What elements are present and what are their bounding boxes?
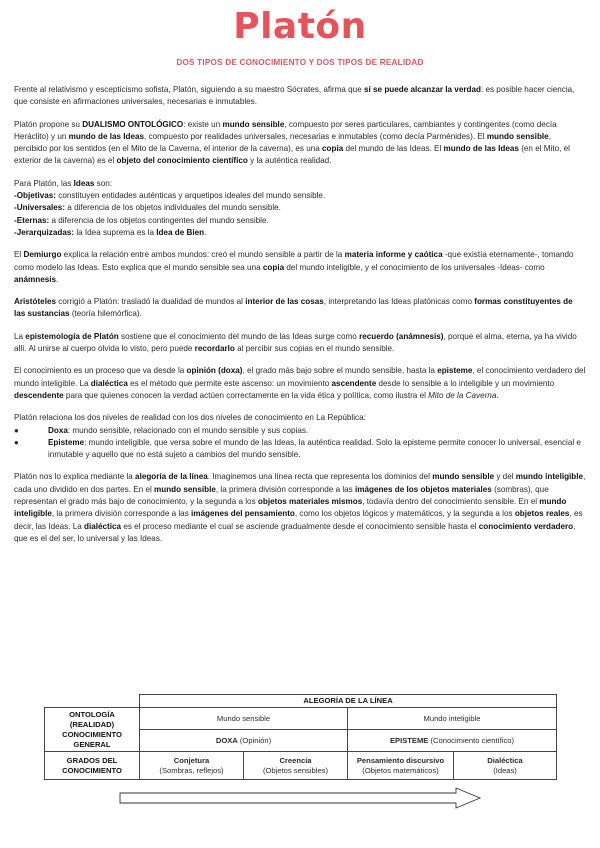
bold-term: imágenes de los objetos materiales	[354, 484, 492, 494]
bold-term: Idea de Bien	[156, 227, 205, 237]
text: , cada uno dividido en dos partes. En el	[14, 472, 586, 494]
text: sostiene que el conocimiento del mundo de las Ideas surge como	[118, 331, 360, 341]
ontologia-label: ONTOLOGÍA (REALIDAD)	[69, 709, 115, 729]
grade-title: Conjetura	[173, 755, 210, 765]
text: al percibir sus copias en el mundo sensible.	[234, 344, 395, 354]
bold-term: mundo sensible	[154, 484, 216, 494]
bold-term: Ideas	[73, 178, 95, 188]
bold-term: recuerdo (anámnesis)	[359, 331, 444, 341]
list-item	[14, 425, 586, 437]
bold-term: epistemología de Platón	[25, 331, 119, 341]
text: corrigió a Platón: trasladó la dualidad de mundos al	[56, 297, 246, 307]
bold-term: DUALISMO ONTOLÓGICO	[82, 119, 184, 129]
text: , percibido por los sentidos (en el Mito de la Caverna, el interior de la caverna), es una	[14, 131, 551, 154]
text: , es decir, las Ideas. La	[14, 509, 583, 531]
text: Platón relaciona los dos niveles de realidad con los dos niveles de conocimiento en La República:	[14, 413, 366, 423]
bold-term: formas constituyentes de las sustancias	[14, 297, 573, 319]
text: (en el Mito, el exterior de la caverna) es el	[14, 144, 570, 166]
text: .	[204, 227, 207, 237]
bold-term: copia	[262, 262, 285, 272]
text: y la auténtica realidad.	[247, 156, 332, 166]
text: . Imaginemos una línea recta que representa los dominios del	[207, 472, 433, 482]
bold-term: interior de las cosas	[245, 297, 324, 307]
cell-mundo-sensible: Mundo sensible	[140, 708, 348, 730]
text: explica la relación entre ambos mundos: creó el mundo sensible a partir de la	[61, 250, 345, 260]
bold-term: copia	[322, 144, 344, 154]
text: .	[56, 274, 59, 284]
bullet-icon: ●	[14, 437, 19, 447]
cell-dialectica	[454, 752, 557, 780]
empty-cell	[45, 695, 140, 708]
text: son:	[94, 178, 113, 188]
text: Frente al relativismo y escepticismo sofista, Platón, siguiendo a su maestro Sócrates, afirma que	[14, 85, 364, 94]
paragraph-alegoria	[14, 471, 586, 545]
page-title: Platón	[233, 6, 367, 47]
text: , que es el del ser, lo universal y las Ideas.	[14, 521, 576, 543]
text: , compuesto por realidades universales, necesarias e inmutables (como decía Parménides). El	[144, 131, 487, 141]
paragraph-demiurgo	[14, 249, 586, 286]
bold-term: objetos materiales mismos	[257, 497, 363, 507]
paragraph-relativismo	[14, 84, 586, 109]
text: , el grado más bajo sobre el mundo sensible, hasta la	[242, 366, 438, 376]
cell-creencia	[244, 752, 348, 780]
row-header-ontologia	[45, 708, 140, 752]
text: .	[496, 390, 499, 400]
cell-mundo-inteligible: Mundo inteligible	[348, 708, 557, 730]
bold-term: objetos reales	[514, 509, 570, 519]
bold-term: materia informe y caótica	[344, 250, 443, 260]
text: , compuesto por seres particulares, cambiantes y contingentes (como decía Heráclito) y un	[14, 119, 557, 141]
bold-term: imágenes del pensamiento	[191, 509, 295, 519]
text: , todavía dentro del conocimiento sensible. En el	[362, 497, 540, 507]
text: constituyen entidades auténticas y arquetipos ideales del mundo sensible.	[56, 191, 326, 201]
text: -que existía eternamente-, tomando como modelo las Ideas. Esto explica que el mundo sensible sea una	[14, 250, 574, 272]
paragraph-epistemologia	[14, 331, 586, 356]
bold-term: mundo sensible	[432, 472, 495, 482]
bold-term: mundo sensible	[486, 131, 549, 141]
bold-term: mundo sensible	[222, 119, 285, 129]
paragraph-dualismo	[14, 119, 586, 168]
cell-episteme	[348, 730, 557, 752]
text: del mundo de las Ideas. El	[343, 144, 444, 154]
text: del mundo inteligible, y el conocimiento de los universales -Ideas- como	[284, 262, 545, 272]
text: (Conocimiento científico)	[428, 735, 515, 745]
bold-term: mundo inteligible	[515, 472, 584, 482]
bold-term: descendente	[14, 390, 64, 400]
bold-term: DOXA	[215, 735, 238, 745]
bold-term: Doxa	[48, 425, 68, 435]
conocimiento-general-label: CONOCIMIENTO GENERAL	[62, 729, 122, 749]
row-header-grados: GRADOS DEL CONOCIMIENTO	[45, 752, 140, 780]
page-subtitle: DOS TIPOS DE CONOCIMIENTO Y DOS TIPOS DE REALIDAD	[176, 58, 424, 67]
cell-doxa	[140, 730, 348, 752]
grade-sub: (Objetos sensibles)	[263, 765, 328, 775]
bold-term: -Jerarquizadas:	[14, 227, 75, 237]
bold-term: mundo de las Ideas	[68, 131, 145, 141]
text: La	[14, 331, 26, 341]
cell-pensamiento	[348, 752, 454, 780]
bold-term: episteme	[437, 366, 473, 376]
bold-term: mundo inteligible	[14, 497, 567, 519]
text: Platón nos lo explica mediante la	[14, 472, 136, 482]
text: , la primera división corresponde a las	[51, 509, 192, 519]
text: desde lo sensible a lo inteligible y un movimiento	[376, 378, 555, 388]
grade-title: Pensamiento discursivo	[356, 755, 445, 765]
paragraph-republica	[14, 412, 586, 461]
text: para que quienes conocen la verdad actúen correctamente en la vida ética y política, como ilustra el	[63, 390, 429, 400]
bold-term: -Objetivas:	[14, 191, 56, 201]
paragraph-ideas	[14, 178, 586, 239]
text: Para Platón, las	[14, 178, 74, 188]
bold-term: -Universales:	[14, 203, 66, 213]
bullet-icon: ●	[14, 425, 19, 435]
text: (Opinión)	[237, 735, 272, 745]
text: es el método que permite este ascenso: un movimiento	[127, 378, 332, 388]
table-title: ALEGORÍA DE LA LÍNEA	[140, 695, 557, 708]
text: : mundo sensible, relacionado con el mundo sensible y sus copias.	[67, 425, 309, 435]
alegoria-table-wrap	[44, 694, 556, 780]
text: , el conocimiento verdadero del mundo inteligible. La	[14, 366, 586, 388]
bold-term: dialéctica	[90, 378, 128, 388]
alegoria-table	[44, 694, 557, 780]
text: : mundo inteligible, que versa sobre el mundo de las Ideas, la auténtica realidad. Solo la episteme permite conocer lo universal, esencial e inmutable y aquello que no está sujeto a cambios del mundo sensible.	[48, 437, 581, 460]
bold-term: opinión (doxa)	[186, 366, 243, 376]
bold-term: Episteme	[48, 437, 85, 447]
text: , la primera división corresponde a las	[215, 484, 355, 494]
document-body	[14, 84, 586, 555]
text: a diferencia de los objetos contingentes del mundo sensible.	[49, 215, 269, 225]
bold-term: Aristóteles	[14, 297, 56, 307]
bold-term: recordarlo	[194, 344, 235, 354]
bold-term: ascendente	[331, 378, 377, 388]
text: (teoría hilemórfica).	[69, 309, 142, 319]
text: Platón propone su	[14, 119, 83, 129]
text: (sombras), que representan el grado más bajo de conocimiento, y la segunda a los	[14, 484, 549, 507]
text: : es posible hacer ciencia, que consiste en afirmaciones universales, necesarias e inmutables.	[14, 85, 575, 107]
bold-term: conocimiento verdadero	[478, 521, 574, 531]
bold-term: Demiurgo	[23, 250, 62, 260]
bold-term: anámnesis	[14, 274, 57, 284]
text: El conocimiento es un proceso que va desde la	[14, 366, 187, 376]
grade-title: Dialéctica	[487, 755, 523, 765]
bold-term: sí se puede alcanzar la verdad	[363, 85, 481, 94]
bold-term: objeto del conocimiento científico	[116, 156, 248, 166]
grade-sub: (Sombras, reflejos)	[159, 765, 224, 775]
text: : existe un	[183, 119, 223, 129]
bold-term: -Eternas:	[14, 215, 50, 225]
grade-title: Creencia	[279, 755, 312, 765]
text: a diferencia de los objetos individuales del mundo sensible.	[65, 203, 281, 213]
bold-term: alegoría de la línea	[135, 472, 208, 482]
paragraph-aristoteles	[14, 296, 586, 321]
italic-term: Mito de la Caverna	[428, 390, 497, 400]
text: El	[14, 250, 24, 260]
paragraph-conocimiento	[14, 365, 586, 402]
text: , porque el alma, eterna, ya ha vivido allí. Al unirse al cuerpo olvida lo visto, pero puede	[14, 331, 577, 354]
bold-term: mundo de las Ideas	[443, 144, 519, 154]
text: es el proceso mediante el cual se asciende gradualmente desde el conocimiento sensible hasta el	[121, 521, 479, 531]
ascent-arrow-icon	[116, 786, 486, 812]
grade-sub: (Ideas)	[493, 765, 517, 775]
grade-sub: (Objetos matemáticos)	[362, 765, 439, 775]
bold-term: dialéctica	[84, 521, 122, 531]
text: , como los objetos lógicos y matemáticos, y la segunda a los	[294, 509, 515, 519]
text: y del	[494, 472, 516, 482]
bold-term: EPISTEME	[389, 735, 429, 745]
list-item	[14, 437, 586, 462]
cell-conjetura	[140, 752, 244, 780]
text: , interpretando las Ideas platónicas como	[323, 297, 475, 307]
text: la Idea suprema es la	[74, 227, 157, 237]
